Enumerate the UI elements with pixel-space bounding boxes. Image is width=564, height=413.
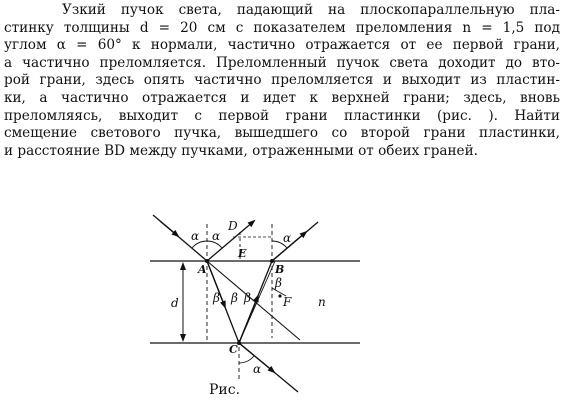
problem-line-1: Узкий пучок света, падающий на плоскопараллельную пла- — [62, 2, 560, 18]
label-d: d — [171, 296, 179, 310]
problem-line-3: углом α = 60° к нормали, частично отражается от ее первой грани, — [4, 37, 560, 54]
incident-ray-arrow — [160, 221, 178, 236]
label-F: F — [283, 295, 292, 309]
label-A: A — [198, 263, 207, 276]
label-B: B — [275, 263, 285, 276]
problem-line-5: рой грани, здесь опять частично преломляется и выходит из пластин- — [4, 72, 560, 89]
label-E: E — [238, 247, 247, 260]
point-F-dot — [278, 294, 281, 297]
label-C: C — [229, 343, 238, 356]
label-n: n — [318, 295, 326, 309]
problem-line-2: стинку толщины d = 20 см с показателем преломления n = 1,5 под — [4, 19, 560, 36]
label-beta-A-left: β — [213, 291, 220, 305]
figure-caption: Рис. — [209, 382, 241, 398]
label-beta-A-right: β — [231, 291, 238, 305]
point-B — [270, 259, 274, 263]
label-alpha-B: α — [283, 231, 292, 245]
problem-line-4: а частично преломляется. Преломленный пучок света доходит до вто- — [4, 54, 560, 71]
thickness-arrow-bottom — [180, 334, 186, 342]
label-alpha-C: α — [253, 362, 262, 376]
problem-line-6: ки, а частично отражается и идет к верхней грани; здесь, вновь — [4, 89, 560, 106]
label-beta-C: β — [244, 291, 251, 305]
label-beta-B: β — [275, 276, 282, 290]
label-alpha-reflected: α — [212, 229, 221, 243]
label-alpha-incident: α — [191, 229, 200, 243]
problem-line-7: преломляясь, выходит с первой грани пластинки (рис. ). Найти — [4, 107, 560, 124]
label-D: D — [228, 219, 238, 233]
alpha-arc-C — [239, 356, 254, 363]
problem-line-9: и расстояние BD между пучками, отраженными от обеих граней. — [4, 142, 478, 159]
problem-line-8: смещение светового пучка, вышедшего со второй грани пластинки, — [4, 125, 560, 142]
thickness-arrow-top — [180, 262, 186, 270]
